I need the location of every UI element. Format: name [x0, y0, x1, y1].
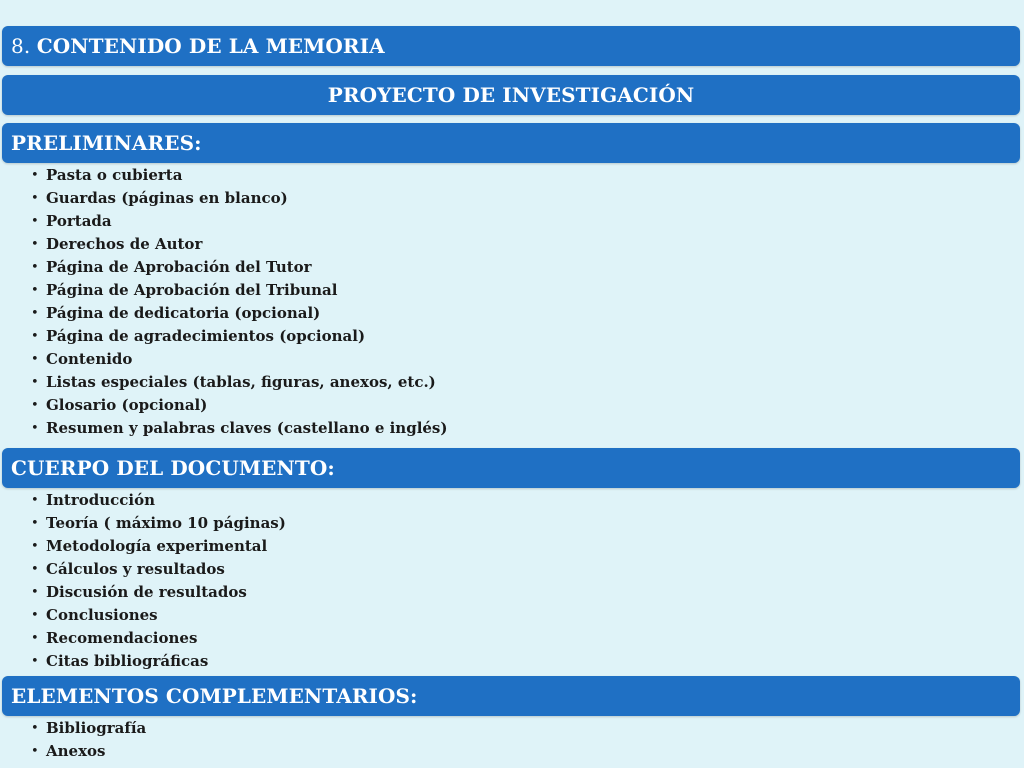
list-item-text: Portada [46, 212, 112, 230]
list-item [0, 717, 146, 740]
list-item-text: Contenido [46, 350, 133, 368]
bullet-icon: • [31, 306, 39, 321]
bullet-icon: • [31, 329, 39, 344]
list-item [0, 394, 447, 417]
list-item-text: Discusión de resultados [46, 583, 247, 601]
subtitle: PROYECTO DE INVESTIGACIÓN [327, 83, 695, 107]
list-item [0, 325, 447, 348]
list-item-text: Página de agradecimientos (opcional) [46, 327, 366, 345]
bullet-icon: • [31, 214, 39, 229]
bullet-icon: • [31, 375, 39, 390]
list-item [0, 489, 286, 512]
bullet-icon: • [31, 283, 39, 298]
list-item-text: Listas especiales (tablas, figuras, anexos, etc.) [46, 373, 436, 391]
list-item-text: Introducción [46, 491, 156, 509]
subtitle-bar [2, 75, 1020, 115]
page-title: CONTENIDO DE LA MEMORIA [36, 34, 385, 58]
bullet-icon: • [31, 539, 39, 554]
list-item [0, 302, 447, 325]
bullet-icon: • [31, 608, 39, 623]
list-item [0, 210, 447, 233]
section-heading-label: ELEMENTOS COMPLEMENTARIOS: [11, 684, 418, 708]
bullet-icon: • [31, 721, 39, 736]
section-list-cuerpo [0, 489, 286, 673]
list-item [0, 187, 447, 210]
title-bar [2, 26, 1020, 66]
section-heading-label: CUERPO DEL DOCUMENTO: [11, 456, 335, 480]
title-number: 8. [11, 34, 31, 58]
section-heading-preliminares [2, 123, 1020, 163]
bullet-icon: • [31, 654, 39, 669]
bullet-icon: • [31, 631, 39, 646]
bullet-icon: • [31, 237, 39, 252]
bullet-icon: • [31, 398, 39, 413]
bullet-icon: • [31, 168, 39, 183]
list-item-text: Pasta o cubierta [46, 166, 183, 184]
list-item-text: Bibliografía [46, 719, 147, 737]
list-item-text: Teoría ( máximo 10 páginas) [46, 514, 286, 532]
list-item [0, 256, 447, 279]
list-item [0, 558, 286, 581]
list-item [0, 279, 447, 302]
section-heading-label: PRELIMINARES: [11, 131, 202, 155]
list-item [0, 371, 447, 394]
list-item-text: Página de Aprobación del Tribunal [46, 281, 338, 299]
list-item [0, 604, 286, 627]
list-item [0, 512, 286, 535]
list-item-text: Página de Aprobación del Tutor [46, 258, 312, 276]
bullet-icon: • [31, 562, 39, 577]
list-item [0, 581, 286, 604]
list-item [0, 627, 286, 650]
list-item [0, 164, 447, 187]
list-item [0, 535, 286, 558]
bullet-icon: • [31, 744, 39, 759]
list-item [0, 233, 447, 256]
list-item-text: Resumen y palabras claves (castellano e inglés) [46, 419, 448, 437]
list-item-text: Recomendaciones [46, 629, 198, 647]
list-item-text: Metodología experimental [46, 537, 268, 555]
section-heading-cuerpo [2, 448, 1020, 488]
bullet-icon: • [31, 191, 39, 206]
bullet-icon: • [31, 260, 39, 275]
list-item-text: Glosario (opcional) [46, 396, 208, 414]
bullet-icon: • [31, 585, 39, 600]
section-heading-complementarios [2, 676, 1020, 716]
bullet-icon: • [31, 516, 39, 531]
bullet-icon: • [31, 493, 39, 508]
section-list-preliminares [0, 164, 447, 440]
list-item-text: Guardas (páginas en blanco) [46, 189, 288, 207]
list-item [0, 417, 447, 440]
list-item-text: Cálculos y resultados [46, 560, 225, 578]
bullet-icon: • [31, 352, 39, 367]
list-item-text: Derechos de Autor [46, 235, 203, 253]
bullet-icon: • [31, 421, 39, 436]
list-item-text: Anexos [46, 742, 106, 760]
list-item [0, 740, 146, 763]
list-item-text: Página de dedicatoria (opcional) [46, 304, 321, 322]
section-list-complementarios [0, 717, 146, 763]
list-item [0, 650, 286, 673]
list-item-text: Conclusiones [46, 606, 158, 624]
list-item [0, 348, 447, 371]
list-item-text: Citas bibliográficas [46, 652, 209, 670]
